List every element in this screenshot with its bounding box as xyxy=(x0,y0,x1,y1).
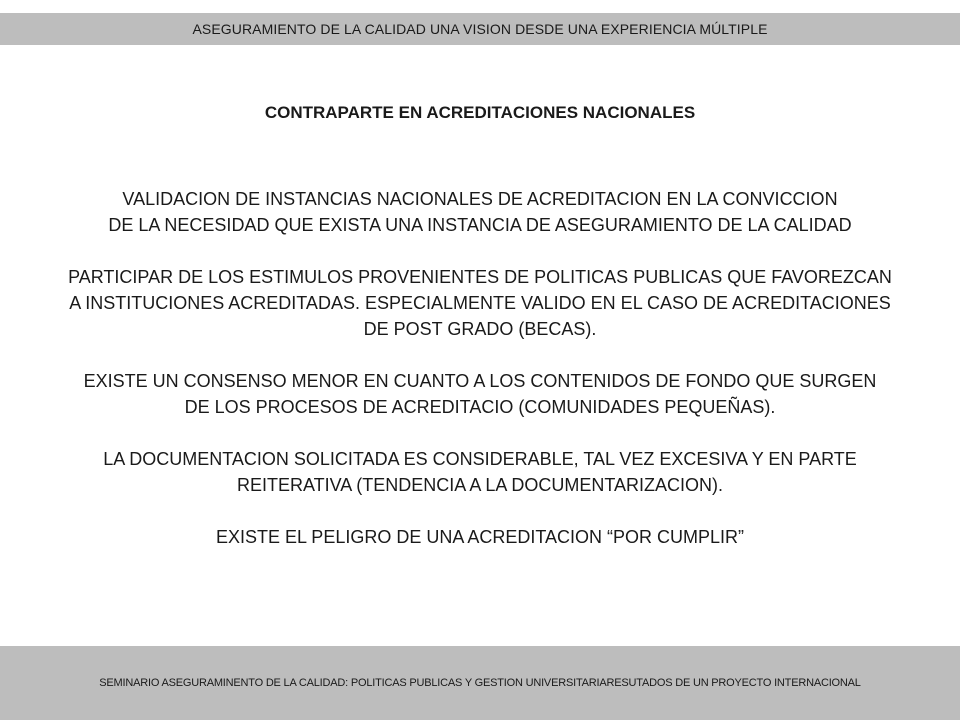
paragraph-4 xyxy=(20,446,940,498)
paragraph-line: LA DOCUMENTACION SOLICITADA ES CONSIDERABLE, TAL VEZ EXCESIVA Y EN PARTE xyxy=(103,449,857,469)
paragraph-line: EXISTE EL PELIGRO DE UNA ACREDITACION “POR CUMPLIR” xyxy=(215,527,745,547)
paragraph-line: DE POST GRADO (BECAS). xyxy=(363,319,597,339)
footer-banner-text: SEMINARIO ASEGURAMINENTO DE LA CALIDAD: POLITICAS PUBLICAS Y GESTION UNIVERSITARIARESUTADOS DE UN PROYECTO INTERNACIONAL xyxy=(99,677,861,689)
paragraph-line: REITERATIVA (TENDENCIA A LA DOCUMENTARIZACION). xyxy=(236,475,724,495)
paragraph-line: A INSTITUCIONES ACREDITADAS. ESPECIALMENTE VALIDO EN EL CASO DE ACREDITACIONES xyxy=(69,293,891,313)
paragraph-2 xyxy=(20,264,940,342)
paragraph-line: VALIDACION DE INSTANCIAS NACIONALES DE ACREDITACION EN LA CONVICCION xyxy=(122,189,838,209)
paragraph-line: PARTICIPAR DE LOS ESTIMULOS PROVENIENTES DE POLITICAS PUBLICAS QUE FAVOREZCAN xyxy=(68,267,892,287)
paragraph-line: EXISTE UN CONSENSO MENOR EN CUANTO A LOS CONTENIDOS DE FONDO QUE SURGEN xyxy=(83,371,877,391)
paragraph-1 xyxy=(20,186,940,238)
paragraph-line: DE LA NECESIDAD QUE EXISTA UNA INSTANCIA DE ASEGURAMIENTO DE LA CALIDAD xyxy=(108,215,852,235)
header-banner-text: ASEGURAMIENTO DE LA CALIDAD UNA VISION DESDE UNA EXPERIENCIA MÚLTIPLE xyxy=(192,21,768,37)
paragraph-line: DE LOS PROCESOS DE ACREDITACIO (COMUNIDADES PEQUEÑAS). xyxy=(184,397,776,417)
header-banner xyxy=(0,13,960,45)
slide-title: CONTRAPARTE EN ACREDITACIONES NACIONALES xyxy=(264,103,696,122)
paragraph-5 xyxy=(20,524,940,550)
slide-content xyxy=(20,186,940,550)
paragraph-3 xyxy=(20,368,940,420)
footer-banner xyxy=(0,646,960,720)
